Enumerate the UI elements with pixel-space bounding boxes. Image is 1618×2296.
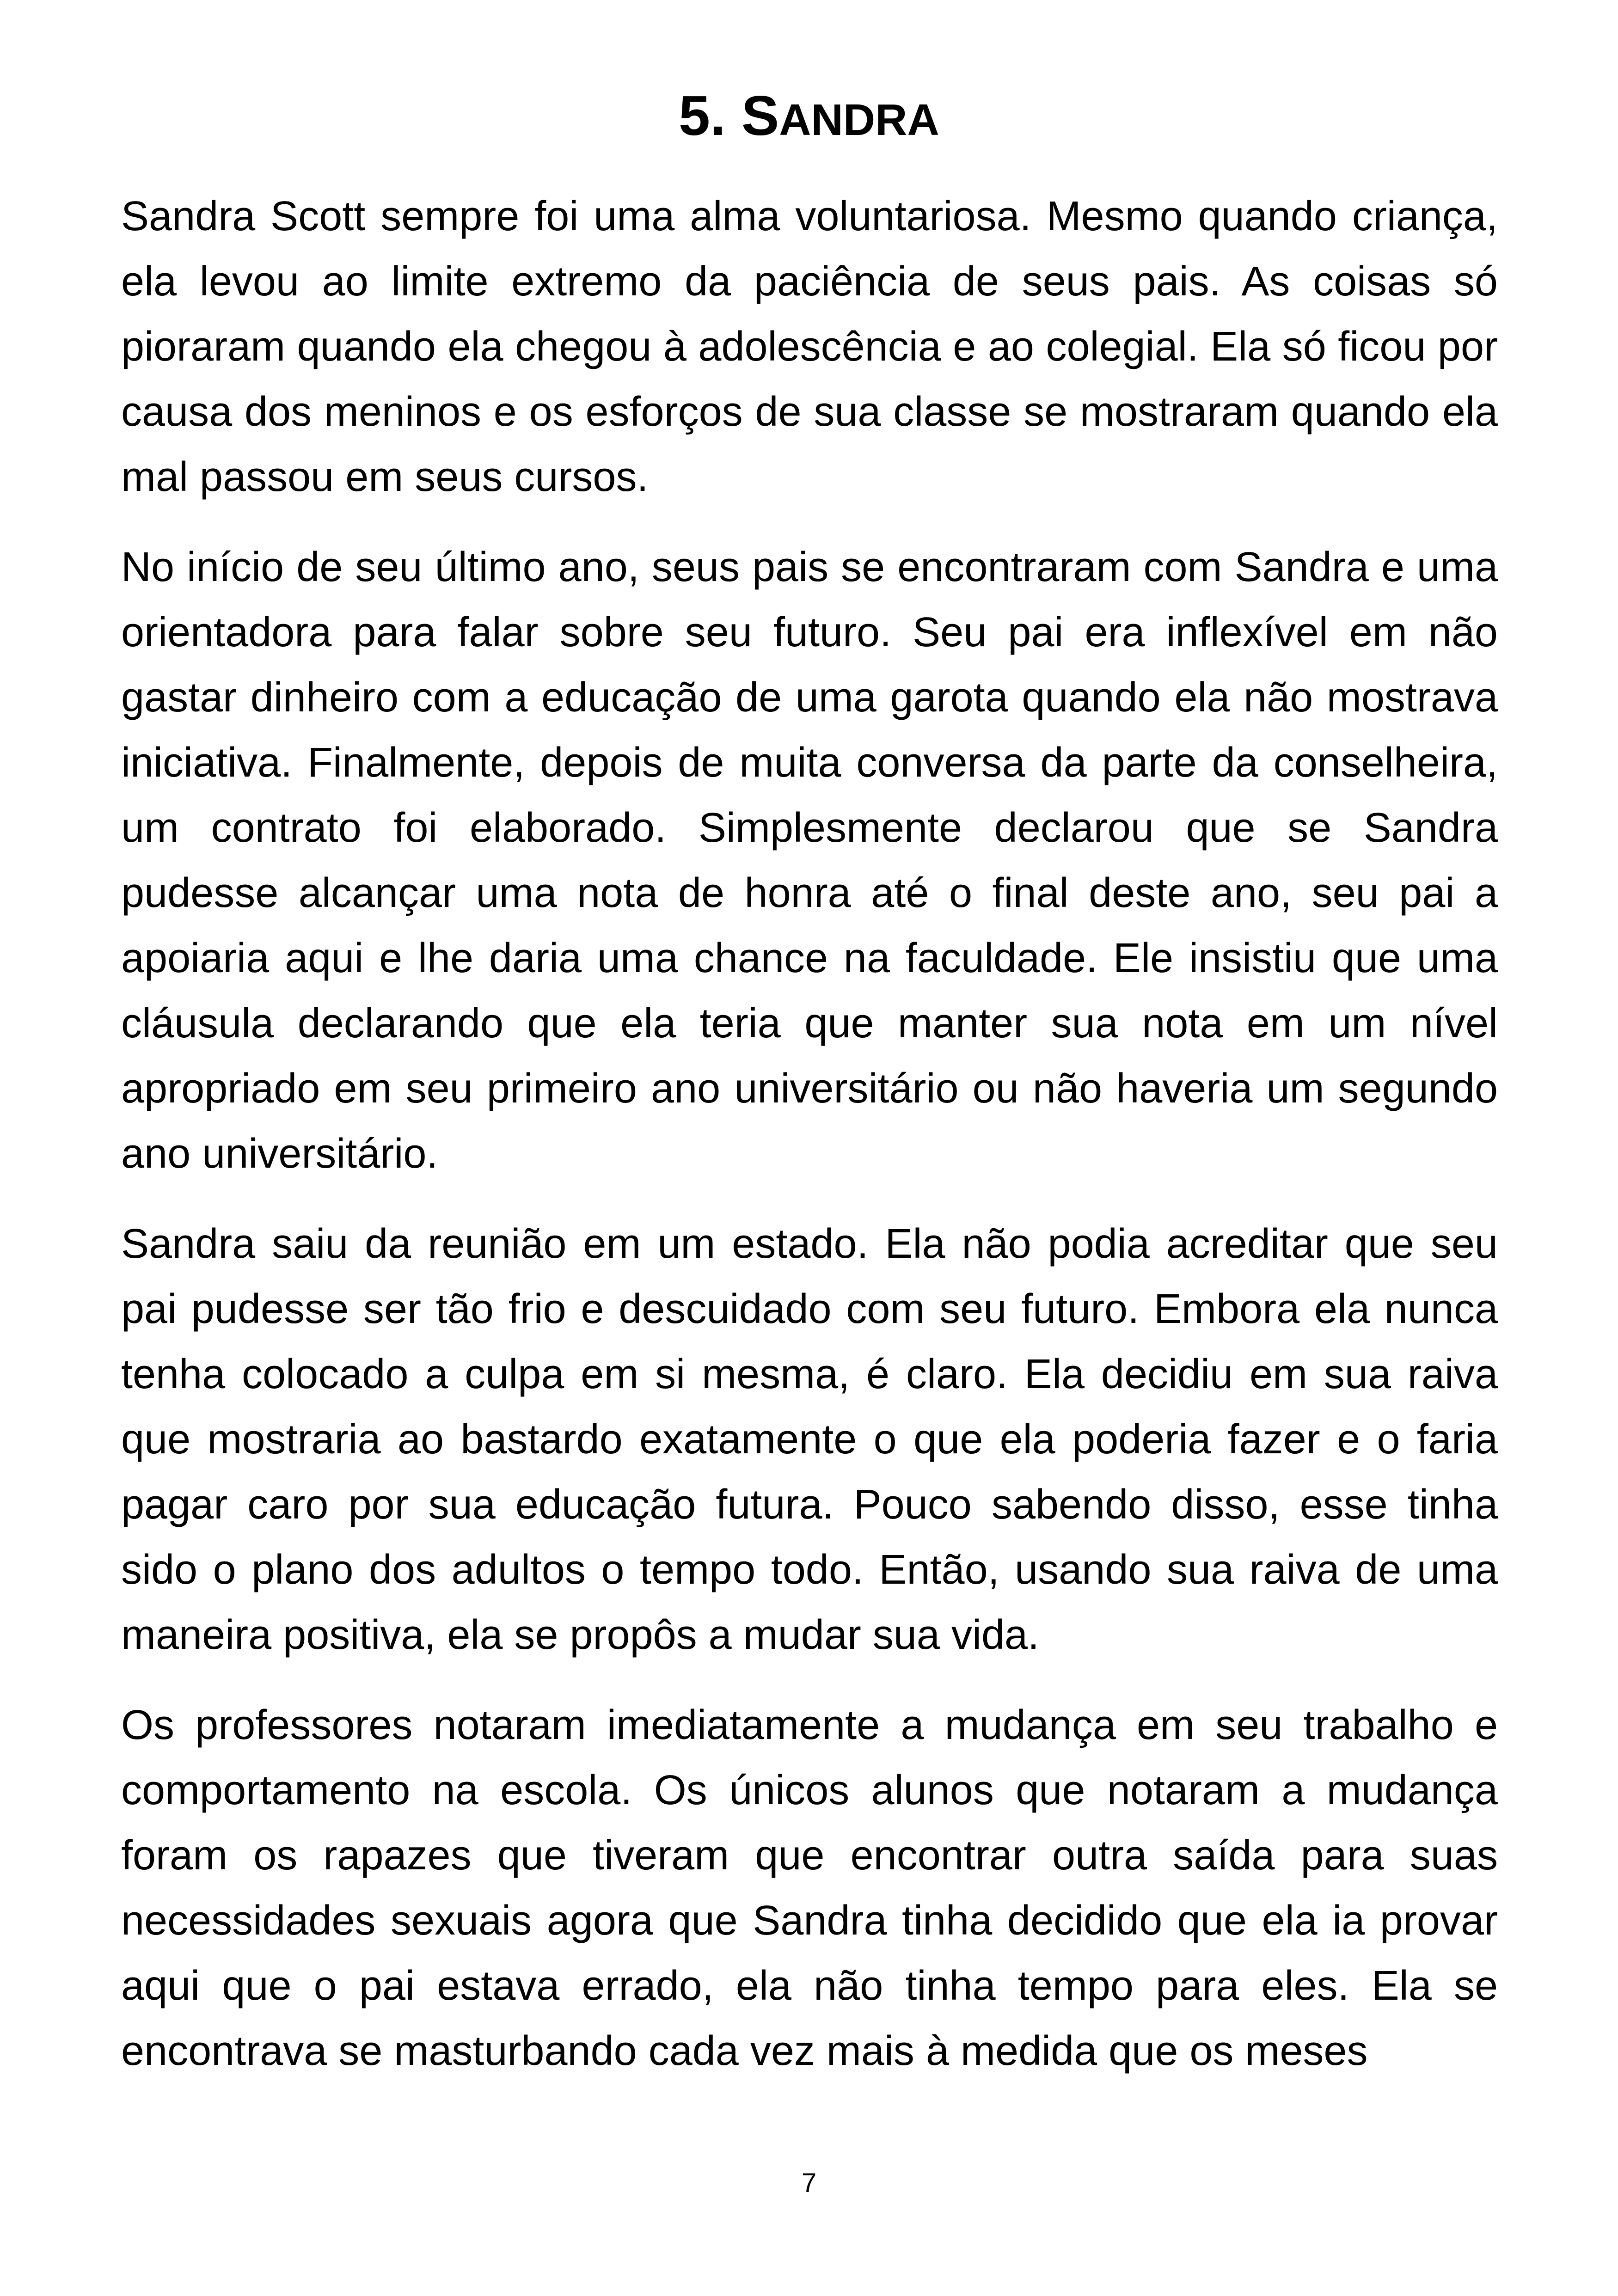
- body-text: [121, 184, 1498, 2084]
- paragraph-1: Sandra Scott sempre foi uma alma voluntariosa. Mesmo quando criança, ela levou ao limite extremo da paciência de seus pais. As coisas só pioraram quando ela chegou à adolescência e ao colegial. Ela só ficou por causa dos meninos e os esforços de sua classe se mostraram quando ela mal passou em seus cursos.: [121, 193, 1498, 500]
- paragraph-2: No início de seu último ano, seus pais se encontraram com Sandra e uma orientadora para falar sobre seu futuro. Seu pai era inflexível em não gastar dinheiro com a educação de uma garota quando ela não mostrava iniciativa. Finalmente, depois de muita conversa da parte da conselheira, um contrato foi elaborado. Simplesmente declarou que se Sandra pudesse alcançar uma nota de honra até o final deste ano, seu pai a apoiaria aqui e lhe daria uma chance na faculdade. Ele insistiu que uma cláusula declarando que ela teria que manter sua nota em um nível apropriado em seu primeiro ano universitário ou não haveria um segundo ano universitário.: [121, 544, 1498, 1177]
- chapter-title: [0, 81, 1618, 155]
- page-number: 7: [801, 2168, 817, 2198]
- paragraph-3: Sandra saiu da reunião em um estado. Ela não podia acreditar que seu pai pudesse ser tão frio e descuidado com seu futuro. Embora ela nunca tenha colocado a culpa em si mesma, é claro. Ela decidiu em sua raiva que mostraria ao bastardo exatamente o que ela poderia fazer e o faria pagar caro por sua educação futura. Pouco sabendo disso, esse tinha sido o plano dos adultos o tempo todo. Então, usando sua raiva de uma maneira positiva, ela se propôs a mudar sua vida.: [121, 1221, 1498, 1658]
- paragraph-4: Os professores notaram imediatamente a mudança em seu trabalho e comportamento na escola. Os únicos alunos que notaram a mudança foram os rapazes que tiveram que encontrar outra saída para suas necessidades sexuais agora que Sandra tinha decidido que ela ia provar aqui que o pai estava errado, ela não tinha tempo para eles. Ela se encontrava se masturbando cada vez mais à medida que os meses: [121, 1702, 1498, 2074]
- chapter-number: 5.: [679, 84, 726, 147]
- chapter-title-rest: ANDRA: [779, 95, 939, 145]
- chapter-title-initial: S: [741, 84, 779, 147]
